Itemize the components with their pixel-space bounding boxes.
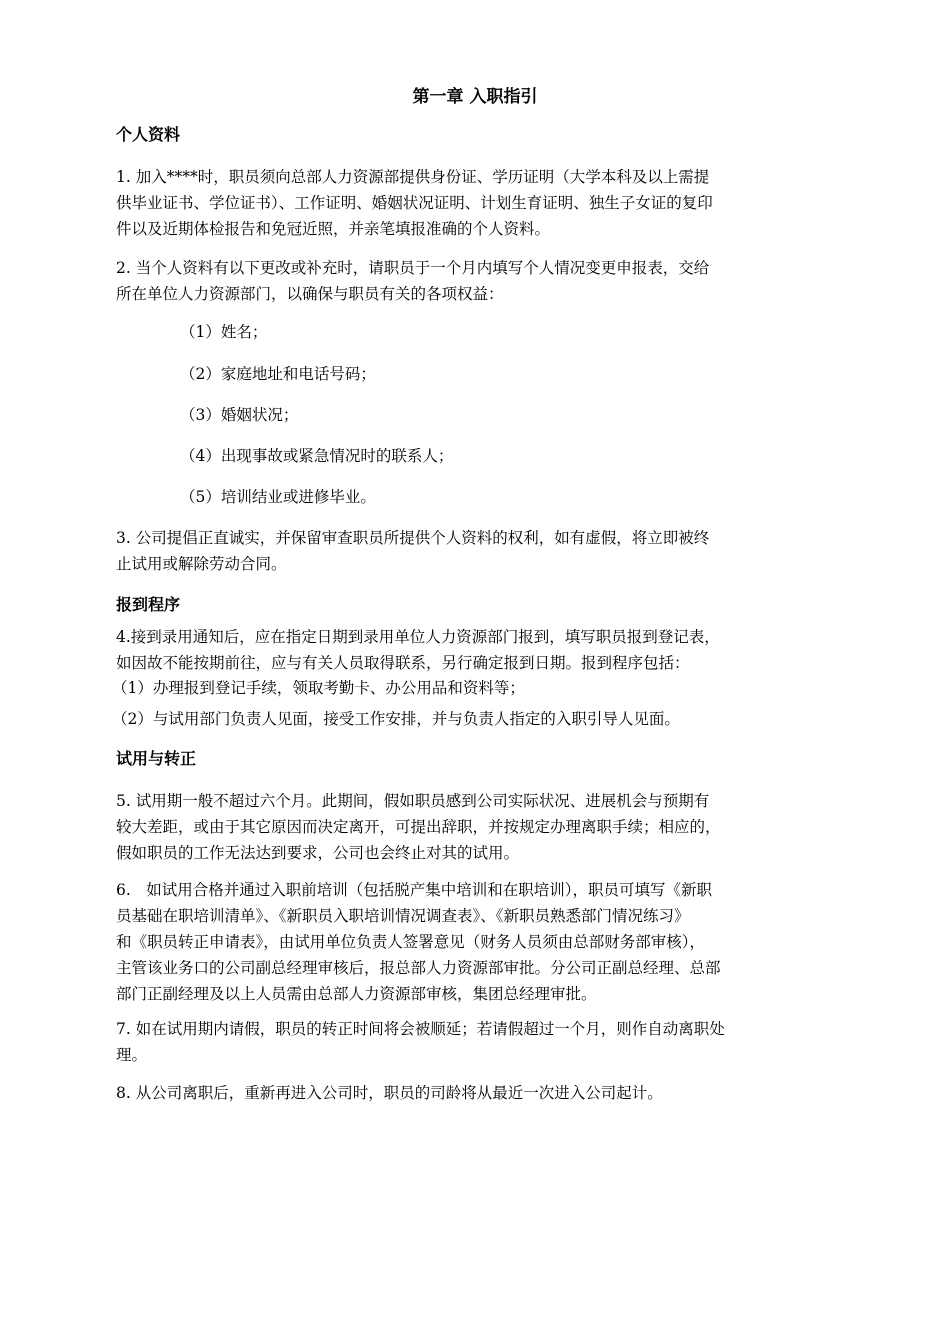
list-item: （1）姓名； [180,323,268,341]
paragraph-line: 所在单位人力资源部门，以确保与职员有关的各项权益： [116,285,504,303]
paragraph-line: 供毕业证书、学位证书）、工作证明、婚姻状况证明、计划生育证明、独生子女证的复印 [116,194,713,212]
report-step-1: （1）办理报到登记手续，领取考勤卡、办公用品和资料等； [112,679,525,697]
paragraph-line: 部门正副经理及以上人员需由总部人力资源部审核，集团总经理审批。 [116,985,597,1003]
paragraph-line: 假如职员的工作无法达到要求，公司也会终止对其的试用。 [116,844,520,862]
list-item: （4）出现事故或紧急情况时的联系人； [180,447,454,465]
paragraph-line: 4.接到录用通知后，应在指定日期到录用单位人力资源部门报到，填写职员报到登记表， [116,628,720,646]
paragraph-8 [116,1080,860,1106]
paragraph-line: 员基础在职培训清单》、《新职员入职培训情况调查表》、《新职员熟悉部门情况练习》 [116,907,690,925]
section-heading-probation: 试用与转正 [116,749,197,768]
section-heading-report: 报到程序 [116,595,181,614]
paragraph-line: 止试用或解除劳动合同。 [116,555,287,573]
paragraph-line: 1. 加入****时，职员须向总部人力资源部提供身份证、学历证明（大学本科及以上需提 [116,168,710,186]
section-heading-personal: 个人资料 [116,125,181,144]
paragraph-5 [116,788,860,866]
paragraph-line: 件以及近期体检报告和免冠近照，并亲笔填报准确的个人资料。 [116,220,551,238]
chapter-title: 第一章 入职指引 [412,87,538,107]
paragraph-3 [116,525,860,577]
report-step-2: （2）与试用部门负责人见面，接受工作安排，并与负责人指定的入职引导人见面。 [112,710,680,728]
list-item: （2）家庭地址和电话号码； [180,365,376,383]
paragraph-2 [116,255,860,307]
list-item: （3）婚姻状况； [180,406,299,424]
paragraph-7 [116,1016,860,1068]
paragraph-line: 8. 从公司离职后，重新再进入公司时，职员的司龄将从最近一次进入公司起计。 [116,1084,663,1102]
paragraph-line: 5. 试用期一般不超过六个月。此期间，假如职员感到公司实际状况、进展机会与预期有 [116,792,710,810]
paragraph-line: 2. 当个人资料有以下更改或补充时，请职员于一个月内填写个人情况变更申报表，交给 [116,259,710,277]
paragraph-line: 和《职员转正申请表》，由试用单位负责人签署意见（财务人员须由总部财务部审核）， [116,933,706,951]
paragraph-line: 如因故不能按期前往，应与有关人员取得联系，另行确定报到日期。报到程序包括： [116,654,690,672]
list-item: （5）培训结业或进修毕业。 [180,488,376,506]
paragraph-6 [116,877,860,1007]
paragraph-line: 较大差距，或由于其它原因而决定离开，可提出辞职，并按规定办理离职手续；相应的， [116,818,721,836]
paragraph-line: 6. 如试用合格并通过入职前培训（包括脱产集中培训和在职培训），职员可填写《新职 [116,881,713,899]
paragraph-line: 主管该业务口的公司副总经理审核后，报总部人力资源部审批。分公司正副总经理、总部 [116,959,721,977]
paragraph-line: 理。 [116,1046,148,1064]
paragraph-line: 3. 公司提倡正直诚实，并保留审查职员所提供个人资料的权利，如有虚假，将立即被终 [116,529,710,547]
paragraph-4 [116,624,860,676]
paragraph-1 [116,164,860,242]
paragraph-line: 7. 如在试用期内请假，职员的转正时间将会被顺延；若请假超过一个月，则作自动离职处 [116,1020,725,1038]
